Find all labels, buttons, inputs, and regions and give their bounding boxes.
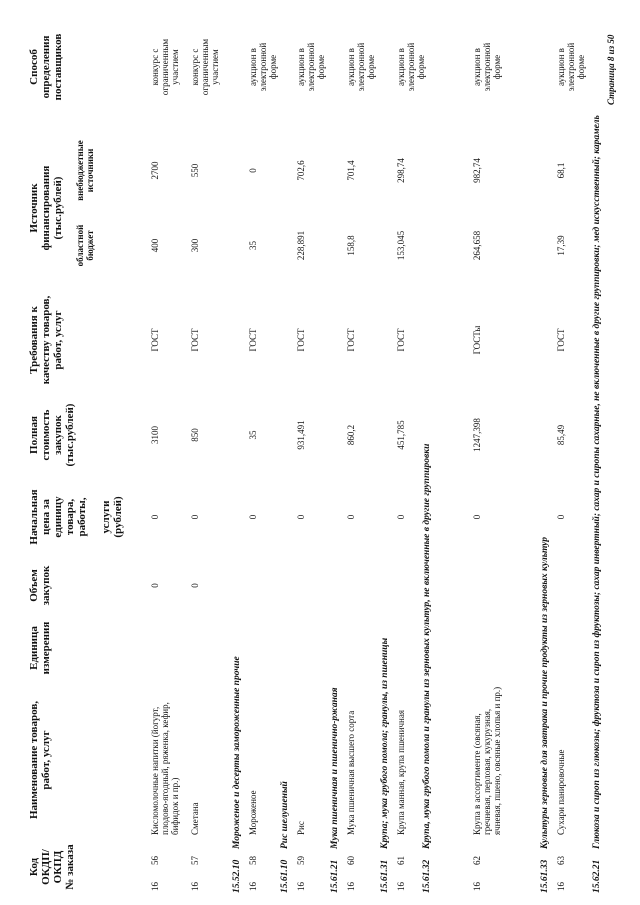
cell-method: аукцион в электронной форме bbox=[556, 42, 586, 92]
row-number: 57 bbox=[190, 856, 200, 865]
cell-extra: 550 bbox=[190, 163, 200, 178]
cell-name: Крупа в ассортименте (овсяная, гречневая, перловая, кукурузная, ячневая, пшено, овсяные хлопья и пр.) bbox=[472, 686, 502, 835]
cell-name: Рис bbox=[296, 821, 306, 835]
row-code: 16 bbox=[248, 882, 258, 891]
cell-method: аукцион в электронной форме bbox=[248, 42, 278, 92]
header-name: Наименование товаров, работ, услуг bbox=[28, 700, 52, 820]
cell-cost: 931,491 bbox=[296, 420, 306, 450]
cell-method: конкурс с ограниченным участием bbox=[150, 38, 180, 96]
row-code: 16 bbox=[556, 882, 566, 891]
cell-cost: 1247,398 bbox=[472, 418, 482, 452]
cell-name: Мороженое bbox=[248, 790, 258, 835]
header-volume: Объем закупок bbox=[28, 565, 52, 606]
cell-cost: 860,2 bbox=[346, 424, 356, 446]
row-code: 16 bbox=[296, 882, 306, 891]
cell-extra: 68,1 bbox=[556, 162, 566, 179]
group-title: Мука пшеничная и пшенично-ржаная bbox=[330, 687, 340, 849]
group-code: 15.52.10 bbox=[232, 859, 242, 893]
row-number: 63 bbox=[556, 856, 566, 865]
header-source-regional: областной бюджет bbox=[75, 224, 95, 267]
cell-regional: 400 bbox=[150, 238, 160, 253]
cell-price: 0 bbox=[190, 514, 200, 520]
cell-extra: 2700 bbox=[150, 161, 160, 180]
cell-extra: 0 bbox=[248, 168, 258, 173]
page-number: Страница 8 из 50 bbox=[606, 34, 616, 105]
cell-regional: 17,39 bbox=[556, 235, 566, 256]
cell-method: аукцион в электронной форме bbox=[346, 42, 376, 92]
cell-method: аукцион в электронной форме bbox=[296, 42, 326, 92]
cell-regional: 264,658 bbox=[472, 230, 482, 261]
cell-req: ГОСТ bbox=[190, 328, 200, 352]
cell-price: 0 bbox=[472, 514, 482, 520]
cell-req: ГОСТ bbox=[248, 328, 258, 352]
header-source-extra: внебюджетные источники bbox=[75, 140, 95, 201]
cell-extra: 701,4 bbox=[346, 160, 356, 181]
cell-regional: 153,045 bbox=[396, 230, 406, 261]
cell-req: ГОСТы bbox=[472, 325, 482, 355]
cell-regional: 35 bbox=[248, 241, 258, 250]
cell-method: аукцион в электронной форме bbox=[472, 42, 502, 92]
header-method: Способ определения поставщиков bbox=[28, 33, 64, 101]
header-unit: Единица измерения bbox=[28, 621, 52, 675]
cell-cost: 451,785 bbox=[396, 420, 406, 450]
row-number: 58 bbox=[248, 856, 258, 865]
cell-extra: 702,6 bbox=[296, 160, 306, 181]
cell-method: конкурс с ограниченным участием bbox=[190, 38, 220, 96]
cell-regional: 228,891 bbox=[296, 230, 306, 261]
cell-req: ГОСТ bbox=[556, 328, 566, 352]
header-cost: Полная стоимость закупок (тыс.рублей) bbox=[28, 403, 76, 467]
cell-price: 0 bbox=[346, 514, 356, 520]
cell-req: ГОСТ bbox=[296, 328, 306, 352]
group-title: Глюкоза и сироп из глюкозы; фруктоза и сироп из фруктозы; сахар инвертный; сахар и сиропы сахарные, не включенные в другие группировки; мед искусственный; карамель bbox=[592, 115, 602, 849]
row-number: 60 bbox=[346, 856, 356, 865]
cell-req: ГОСТ bbox=[346, 328, 356, 352]
cell-cost: 85,49 bbox=[556, 424, 566, 446]
row-number: 56 bbox=[150, 856, 160, 865]
row-number: 61 bbox=[396, 856, 406, 865]
group-code: 15.61.10 bbox=[280, 859, 290, 893]
row-code: 16 bbox=[472, 882, 482, 891]
cell-extra: 298,74 bbox=[396, 158, 406, 183]
cell-price: 0 bbox=[150, 514, 160, 520]
header-price: Начальная цена за единицу товара, работы, услуги (рублей) bbox=[28, 489, 124, 545]
cell-req: ГОСТ bbox=[396, 328, 406, 352]
cell-cost: 35 bbox=[248, 430, 258, 440]
group-title: Мороженое и десерты замороженные прочие bbox=[232, 656, 242, 849]
cell-cost: 3100 bbox=[150, 426, 160, 444]
header-source: Источник финансирования (тыс.рублей) bbox=[28, 165, 64, 251]
group-title: Крупа, мука грубого помола и гранулы из зерновых культур, не включенные в другие группировки bbox=[422, 443, 432, 849]
row-code: 16 bbox=[396, 882, 406, 891]
group-code: 15.62.21 bbox=[592, 859, 602, 893]
cell-name: Крупа манная, крупа пшеничная bbox=[396, 709, 406, 835]
cell-name: Мука пшеничная высшего сорта bbox=[346, 710, 356, 835]
cell-price: 0 bbox=[296, 514, 306, 520]
row-number: 59 bbox=[296, 856, 306, 865]
cell-volume: 0 bbox=[150, 583, 160, 588]
group-title: Культуры зерновые для завтрака и прочие продукты из зерновых культур bbox=[540, 536, 550, 849]
row-code: 16 bbox=[150, 882, 160, 891]
row-code: 16 bbox=[190, 882, 200, 891]
row-number: 62 bbox=[472, 856, 482, 865]
group-title: Рис шелушеный bbox=[280, 781, 290, 849]
group-code: 15.61.33 bbox=[540, 859, 550, 893]
cell-price: 0 bbox=[248, 514, 258, 520]
row-code: 16 bbox=[346, 882, 356, 891]
cell-regional: 158,8 bbox=[346, 235, 356, 256]
cell-volume: 0 bbox=[190, 583, 200, 588]
header-code: Код ОКДП/ ОКПД № заказа bbox=[28, 844, 76, 890]
group-code: 15.61.32 bbox=[422, 859, 432, 893]
cell-extra: 982,74 bbox=[472, 158, 482, 183]
group-title: Крупа; мука грубого помола; гранулы, из пшеницы bbox=[380, 637, 390, 849]
cell-method: аукцион в электронной форме bbox=[396, 42, 426, 92]
cell-price: 0 bbox=[396, 514, 406, 520]
cell-name: Кисломолочные напитки (йогурт, плодово-ягодный, ряженка, кефир, бифидок и пр.) bbox=[150, 702, 180, 835]
cell-req: ГОСТ bbox=[150, 328, 160, 352]
cell-name: Сухари панировочные bbox=[556, 749, 566, 835]
group-code: 15.61.31 bbox=[380, 859, 390, 893]
cell-name: Сметана bbox=[190, 802, 200, 835]
group-code: 15.61.21 bbox=[330, 859, 340, 893]
cell-regional: 300 bbox=[190, 238, 200, 253]
header-requirements: Требования к качеству товаров, работ, услуг bbox=[28, 295, 64, 385]
cell-cost: 850 bbox=[190, 428, 200, 442]
cell-price: 0 bbox=[556, 514, 566, 520]
